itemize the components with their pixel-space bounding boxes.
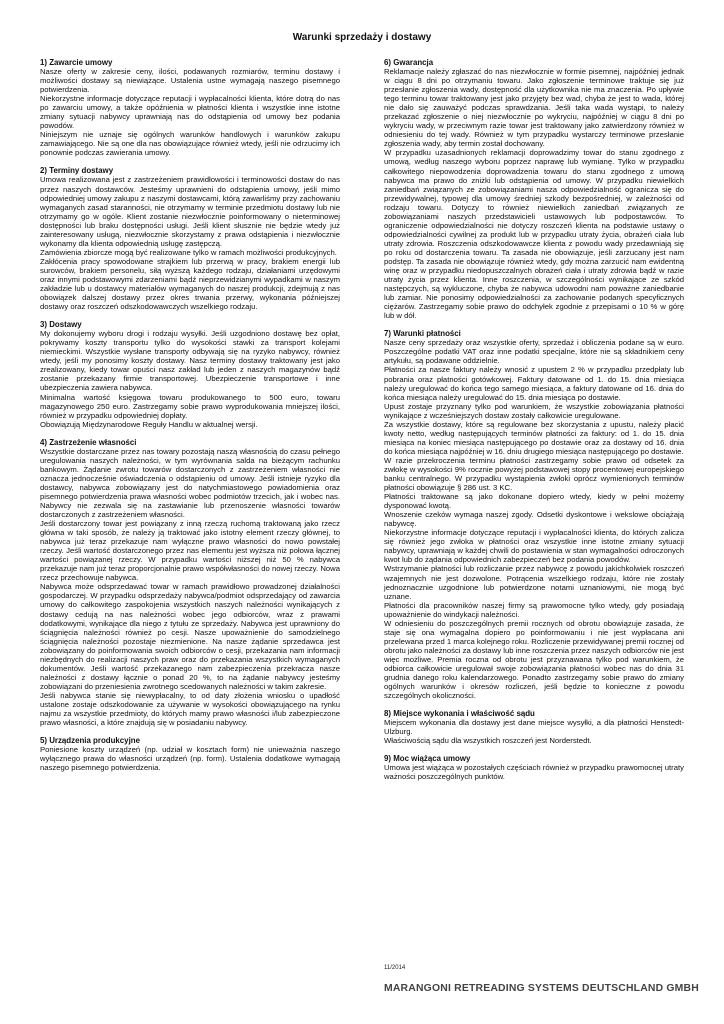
document-title: Warunki sprzedaży i dostawy	[292, 32, 432, 43]
section-dostawy	[40, 320, 340, 429]
section-paragraph: Wszystkie dostarczane przez nas towary pozostają naszą własnością do czasu pełnego uregulowania naszych należności, w tym wyrównania salda na bieżącym rachunku bankowym. Żądanie zwrotu towarów dostarczonych z zastrzeżeniem własności nie oznacza jednocześnie oświadczenia o odstąpieniu od umowy. Jeśli istnieje ryzyko dla dostawcy, nabywca zobowiązany jest do natychmiastowego powiadomienia oraz pisemnego potwierdzenia prawa własności wobec podmiotów trzecich, jak i wobec nas. Nabywcy nie zezwala się na zastawianie lub przenoszenie własności towarów dostarczonych z zastrzeżeniem własności.	[40, 446, 340, 520]
section-gwarancja	[384, 58, 684, 320]
section-paragraph: Niekorzystne informacje dotyczące reputacji i wypłacalności klienta, do których zalicza się również jego zwłoka w płatności oraz wszystkie inne istotne zmiany sytuacji nabywcy, uprawniają w każdej chwili do postawienia w stan wymagalności odroczonych kwot lub do żądania odpowiednich zabezpieczeń bez podania powodów.	[384, 528, 684, 565]
section-paragraph: Reklamacje należy zgłaszać do nas niezwłocznie w formie pisemnej, najpóźniej jednak w ciągu 8 dni po otrzymaniu towaru. Jako zgłoszenie terminowe traktuje się już przesłanie zgłoszenia wady, dostępność dla użytkownika nie ma znaczenia. Po upływie tego terminu towar traktowany jest jako przyjęty bez wad, chyba że jest to wada, której nie dało się zauważyć podczas sprawdzania. Jeśli taka wada wystąpi, to należy przekazać zgłoszenie o niej niezwłocznie po wykryciu, najpóźniej w ciągu 8 dni po wykryciu wady, w przeciwnym razie towar jest traktowany jako zatwierdzony również w odniesieniu do tej wady. Również w tym przypadku wystarczy terminowe przesłanie zgłoszenia wady, aby termin został dochowany.	[384, 67, 684, 149]
section-terminy-dostawy	[40, 166, 340, 311]
section-zawarcie-umowy	[40, 58, 340, 157]
section-heading: 5) Urządzenia produkcyjne	[40, 736, 140, 746]
section-paragraph: Niekorzystne informacje dotyczące reputacji i wypłacalności klienta, które dotrą do nas po zawarciu umowy, a także opóźnienia w płatności klienta i wszystkie inne istotne zmiany sytuacji nabywcy uprawniają nas do odstąpienia od umowy bez podania powodów.	[40, 94, 340, 131]
section-paragraph: Właściwością sądu dla wszystkich roszczeń jest Norderstedt.	[384, 736, 592, 746]
section-paragraph: Minimalna wartość księgowa towaru produkowanego to 500 euro, towaru magazynowego 250 euro. Zastrzegamy sobie prawo wyprodukowania mniejszej ilości, również w przypadku odpowiedniej dopłaty.	[40, 392, 340, 420]
company-name: MARANGONI RETREADING SYSTEMS DEUTSCHLAND GMBH	[384, 983, 699, 994]
section-heading: 7) Warunki płatności	[384, 329, 461, 339]
section-paragraph: Płatności dla pracowników naszej firmy są prawomocne tylko wtedy, gdy posiadają upoważnienie do windykacji należności.	[384, 600, 684, 619]
section-warunki-platnosci	[384, 329, 684, 700]
section-paragraph: Jeśli nabywca stanie się niewypłacalny, to od daty złożenia wniosku o upadłość ustalone zostaje odszkodowanie za używanie w wysokości obowiązującego na rynku najmu za wszystkie przedmioty, do których mamy prawo własności i/lub zabezpieczone prawo własności, a które znajdują się w posiadaniu nabywcy.	[40, 690, 340, 728]
section-heading: 3) Dostawy	[40, 320, 82, 330]
section-heading: 1) Zawarcie umowy	[40, 58, 113, 67]
section-paragraph: Nabywca może odsprzedawać towar w ramach prawidłowo prowadzonej działalności gospodarczej. W przypadku odsprzedaży nabywca/podmiot odsprzedający od zawarcia umowy do całkowitego zaspokojenia wszystkich naszych należności wynikających z dostawy cedują na nas należności wobec jego odbiorców, wraz z prawami dodatkowymi, wynikające dla niego z tytułu ze sprzedaży. Nabywca jest uprawniony do ściągnięcia należności również po cesji. Nasze upoważnienie do samodzielnego ściągnięcia należności pozostaje niezmienione. Na nasze żądanie sprzedawca jest zobowiązany do poinformowania swoich odbiorców o cesji, przekazania nam informacji niezbędnych do realizacji naszych praw oraz do przekazania wszystkich wymaganych dokumentów. Jeśli wartość przekazanego nam zabezpieczenia przekracza nasze należności z dostawy łącznie o ponad 20 %, to na żądanie nabywcy jesteśmy zobowiązani do przeniesienia zwrotnego scedowanych należności w takim zakresie.	[40, 582, 340, 691]
section-paragraph: Miejscem wykonania dla dostawy jest dane miejsce wysyłki, a dla płatności Henstedt-Ulzburg.	[384, 718, 684, 737]
section-paragraph: Obowiązują Międzynarodowe Reguły Handlu w aktualnej wersji.	[40, 419, 258, 429]
section-paragraph: W przypadku uzasadnionych reklamacji doprowadzimy towar do stanu zgodnego z umową, według naszego wyboru poprzez naprawę lub wymianę. Tylko w przypadku całkowitego niepowodzenia doprowadzenia towaru do stanu zgodnego z umową nabywca ma prawo do zniżki lub odstąpienia od umowy. W przypadku niewielkich zaniedbań związanych ze zobowiązaniami nasza odpowiedzialność ogranicza się do przewidywalnej, typowej dla umowy średniej szkody bezpośredniej, w zależności od rodzaju towaru. Dotyczy to również niewielkich zaniedbań związanych ze zobowiązaniami naszych przedstawicieli ustawowych lub podpostawców. To ograniczenie odpowiedzialności nie dotyczy roszczeń klienta na podstawie ustawy o odpowiedzialności cywilnej za produkt lub w przypadku utraty życia, obrażeń ciała lub utraty zdrowia. Roszczenia odszkodowawcze klienta z powodu wady przedawniają się po roku od dostarczenia towaru. Ta zasada nie obowiązuje, jeśli zarzucany jest nam podstęp. Ta zasada nie obowiązuje również wtedy, gdy można zarzucić nam ewidentną winę oraz w przypadku niedopuszczalnych obrażeń ciała i utraty zdrowia bądź w razie utraty życia przez klienta. Inne roszczenia, w szczególności wynikające ze szkód następczych, są wykluczone, chyba że nabywca udowodni nam poważne zaniedbanie lub zamiar. Nie ponosimy odpowiedzialności za zachowanie podanych specyficznych ciężarów. Zastrzegamy sobie prawo do odchyłek zgodnie z przepisami o 10 % w górę lub w dół.	[384, 148, 684, 321]
section-paragraph: Zamówienia zbiorcze mogą być realizowane tylko w ramach możliwości produkcyjnych.	[40, 247, 337, 257]
section-heading: 6) Gwarancja	[384, 58, 434, 67]
section-paragraph: W odniesieniu do poszczególnych premii rocznych od obrotu obowiązuje zasada, że staje się ona wymagalna dopiero po poinformowaniu i nie jest wypłacana ani przelewana przed 1 marca kolejnego roku. Rozliczenie przewidywanej premii rocznej od obrotu jako należności za dostawy lub inne roszczenia przez naszych odbiorców nie jest więc możliwe. Premia roczna od obrotu jest przyznawana tylko pod warunkiem, że odbiorca całkowicie uregulował swoje zobowiązania płatności wobec nas do dnia 31 grudnia danego roku kalendarzowego. Ponadto zastrzegamy sobie prawo do zmiany ogólnych warunków i okresów rozliczeń, jeśli będzie to konieczne z powodu szczególnych okoliczności.	[384, 618, 684, 701]
section-paragraph: Zakłócenia pracy spowodowane strajkiem lub przerwą w pracy, brakiem energii lub surowców, brakiem personelu, siłą wyższą każdego rodzaju, działaniami urzędowymi oraz innymi podstawowymi zdarzeniami bądź nieprzewidzianymi wypadkami w naszym zakładzie lub u dostawcy materiałów wymaganych do naszej produkcji, zdejmują z nas obowiązek dalszej dostawy przez okres trwania przerwy, wykonania późniejszej dostawy oraz roszczeń odszkodowawczych wszelkiego rodzaju.	[40, 256, 340, 312]
section-moc-wiazaca-umowy	[384, 754, 684, 781]
section-paragraph: Wnoszenie czeków wymaga naszej zgody. Odsetki dyskontowe i wekslowe obciążają nabywcę.	[384, 510, 684, 529]
section-paragraph: Za wszystkie dostawy, które są regulowane bez skorzystania z upustu, należy płacić kwoty netto, według następujących terminów płatności za faktury: od 1. do 15. dnia miesiąca na koniec miesiąca następującego po dostawie oraz za dostawy od 16. dnia do końca miesiąca najpóźniej w 16. dniu drugiego miesiąca następującego po dostawie.	[384, 419, 684, 456]
section-paragraph: Nasze oferty w zakresie ceny, ilości, podawanych rozmiarów, terminu dostawy i możliwości dostawy są niewiążące. Ustalenia ustne wymagają naszego pisemnego potwierdzenia.	[40, 67, 340, 95]
section-heading: 2) Terminy dostawy	[40, 166, 114, 176]
section-paragraph: Upust zostaje przyznany tylko pod warunkiem, że wszystkie zobowiązania płatności wynikające z wcześniejszych dostaw zostały całkowicie uregulowane.	[384, 401, 684, 420]
section-miejsce-wykonania-i-wlasciwosc-sadu	[384, 709, 684, 745]
right-column	[384, 58, 684, 790]
section-paragraph: Umowa realizowana jest z zastrzeżeniem prawidłowości i terminowości dostaw do nas przez naszych dostawców. Jesteśmy uprawnieni do odstąpienia umowy, jeśli mimo odpowiedniej umowy zakupu z naszymi dostawcami, którą zawarliśmy przy zachowaniu wymaganych zasad staranności, nie otrzymamy w terminie przedmiotu dostawy lub nie otrzymamy go w ogóle. Klient zostanie niezwłocznie poinformowany o nieterminowej dostępności lub braku dostępności usługi. Jeśli klient słusznie nie będzie wtedy już zainteresowany usługą, niezwłocznie skorzystamy z prawa odstąpienia i niezwłocznie wykonamy dla klienta odpowiednią usługę zastępczą.	[40, 175, 340, 248]
section-paragraph: Jeśli dostarczony towar jest powiązany z inną rzeczą ruchomą traktowaną jako rzecz główna w taki sposób, że należy ją traktować jako istotny element rzeczy głównej, to nabywca już teraz przekazuje nam wyłączne prawo własności do nowo powstałej rzeczy. Jeśli wartość dostarczonego przez nas elementu jest wyższa niż połowa łącznej wartości powiązanej rzeczy. W przypadku wartości niższej niż 50 % nabywca przekazuje nam już teraz proporcjonalnie prawo współwłasności do nowej rzeczy. Nowa rzecz przechowuje nabywca.	[40, 519, 340, 583]
section-paragraph: Płatności traktowane są jako dokonane dopiero wtedy, kiedy w pełni możemy dysponować kwotą.	[384, 492, 684, 511]
section-paragraph: Wstrzymanie płatności lub rozliczanie przez nabywcę z powodu jakichkolwiek roszczeń wzajemnych nie jest dozwolone. Potrącenia wszelkiego rodzaju, które nie zostały jednoznacznie uzgodnione lub potwierdzone notami uznaniowymi, nie mogą być uznane.	[384, 564, 684, 601]
section-urzadzenia-produkcyjne	[40, 736, 340, 772]
section-paragraph: My dokonujemy wyboru drogi i rodzaju wysyłki. Jeśli uzgodniono dostawę bez opłat, pokrywamy koszty transportu tylko do wysokości stawki za transport kolejami niemieckimi. Wszystkie wysłane transporty odbywają się na ryzyko nabywcy, również wtedy, jeśli my ponosimy koszty dostawy. Nasz terminy dostawy traktowany jest jako zrealizowany, kiedy towar opuści nasz zakład lub jeden z naszych magazynów bądź zostanie przekazany firmie transportowej. Ubezpieczenie transportowe i inne ubezpieczenia zawiera nabywca.	[40, 329, 340, 393]
section-heading: 9) Moc wiążąca umowy	[384, 754, 471, 764]
section-paragraph: Niniejszym nie uznaje się ogólnych warunków handlowych i warunków zakupu zamawiającego. Nie są one dla nas obowiązujące również wtedy, jeśli nie odrzucimy ich ponownie podczas zawierania umowy.	[40, 130, 340, 158]
left-column	[40, 58, 340, 781]
section-paragraph: Płatności za nasze faktury należy wnosić z upustem 2 % w przypadku przedpłaty lub pobrania oraz płatności gotówkowej. Faktury datowane od 1. do 15. dnia miesiąca należy uregulować do końca tego samego miesiąca, a faktury datowane od 16. dnia do końca miesiąca należy uregulować do 15. dnia miesiąca po dostawie.	[384, 365, 684, 402]
section-paragraph: Umowa jest wiążąca w pozostałych częściach również w przypadku prawomocnej utraty ważności poszczególnych punktów.	[384, 763, 684, 782]
section-heading: 4) Zastrzeżenie własności	[40, 437, 137, 447]
section-paragraph: Nasze ceny sprzedaży oraz wszystkie oferty, sprzedaż i obliczenia podane są w euro. Poszczególne podatki VAT oraz inne podatki specjalne, które nie są składnikiem ceny artykułu, są podawane oddzielnie.	[384, 338, 684, 366]
section-zastrzezenie-wlasnosci	[40, 438, 340, 727]
section-paragraph: Poniesione koszty urządzeń (np. udział w kosztach form) nie unieważnia naszego wyłącznego prawa do własności urządzeń (np. form). Ustalenia dodatkowe wymagają naszego pisemnego potwierdzenia.	[40, 745, 340, 773]
issue-date: 11/2014	[384, 965, 406, 971]
section-heading: 8) Miejsce wykonania i właściwość sądu	[384, 709, 535, 719]
section-paragraph: W razie przekroczenia terminu płatności zastrzegamy sobie prawo od odsetek za zwłokę w wysokości 9% rocznie powyżej podstawowej stopy procentowej europejskiego banku centralnego. W przypadku wystąpienia zwłoki oprócz wymienionych terminów płatności obowiązuje § 286 ust. 3 KC.	[384, 455, 684, 493]
